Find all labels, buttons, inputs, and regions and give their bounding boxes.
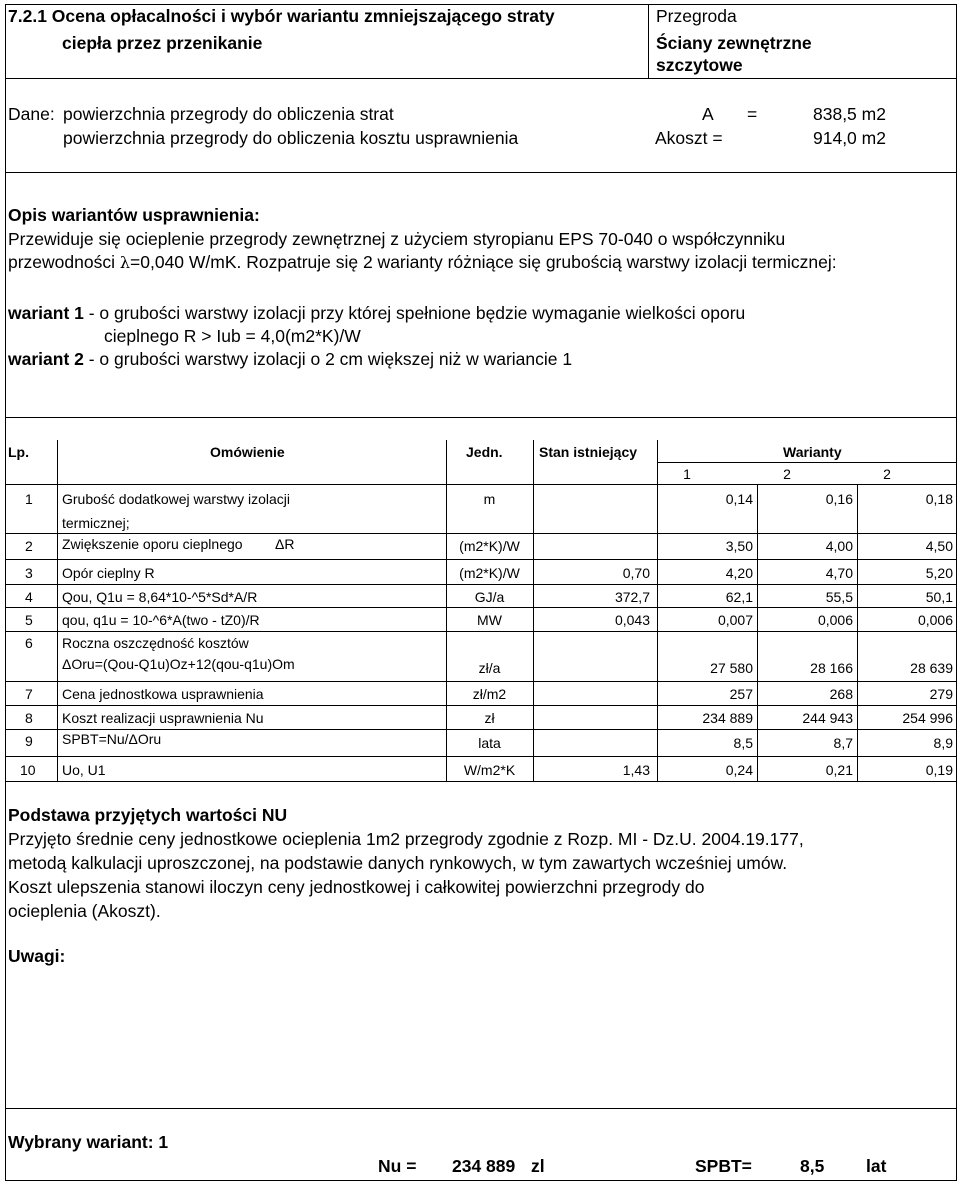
nu-label: Nu = [378,1156,417,1176]
variants-line2 [8,252,837,273]
row-unit: zł/a [478,660,501,676]
row-v2: 8,7 [833,735,853,751]
row-v3: 0,006 [917,612,953,628]
row-v3: 50,1 [925,589,953,605]
chosen-variant: Wybrany wariant: 1 [8,1132,169,1152]
row-v1: 4,20 [725,565,753,581]
row-desc: Opór cieplny R [62,565,155,581]
variant1-label: wariant 1 [8,303,84,323]
partition-value-line2: szczytowe [656,55,743,75]
variant2-label: wariant 2 [8,349,84,369]
row-v1: 27 580 [710,660,753,676]
row-lp: 4 [25,589,33,605]
row-v2: 268 [829,686,853,702]
row-rule [5,533,957,534]
row-rule [5,631,957,632]
row-v1: 3,50 [725,538,753,554]
row-v2: 244 943 [802,710,853,726]
row-desc-cont: ΔOru=(Qou-Q1u)Oz+12(qou-q1u)Om [62,656,295,672]
row-unit: lata [478,735,501,751]
row-unit: (m2*K)/W [459,565,520,581]
spbt-label: SPBT= [695,1156,752,1176]
row-existing: 1,43 [622,762,650,778]
spbt-unit: lat [866,1156,887,1176]
row-unit: W/m2*K [463,762,516,778]
th-desc: Omówienie [210,444,285,460]
table-bottom-rule [5,781,957,782]
basis-line2: metodą kalkulacji uproszczonej, na podstawie danych rynkowych, w tym zawartych wcześniej umów. [8,853,788,873]
variant-col-3: 2 [883,466,891,482]
row-v2: 55,5 [825,589,853,605]
row-desc: Grubość dodatkowej warstwy izolacji [62,491,290,507]
row-lp: 9 [25,733,33,749]
row-v2: 0,21 [825,762,853,778]
given-akoszt-value: 914,0 m2 [813,128,886,148]
row-lp: 2 [25,538,33,554]
row-lp: 7 [25,686,33,702]
row-v2: 28 166 [810,660,853,676]
row-unit: MW [477,612,502,628]
row-v3: 4,50 [925,538,953,554]
given-area-loss-label: powierzchnia przegrody do obliczenia strat [63,104,394,124]
row-desc-cont: termicznej; [62,515,130,531]
table-header-bottom-rule [5,484,957,485]
section-title-line1: 7.2.1 Ocena opłacalności i wybór wariantu zmniejszającego straty [8,6,555,26]
row-v2: 4,70 [825,565,853,581]
row-v2: 4,00 [825,538,853,554]
th-lp: Lp. [8,444,29,460]
row-unit: GJ/a [474,589,505,605]
variant1-text: - o grubości warstwy izolacji przy której spełnione będzie wymaganie wielkości oporu [83,303,746,323]
given-akoszt-symbol: Akoszt = [655,128,723,148]
row-desc: SPBT=Nu/ΔOru [62,731,162,747]
row-rule [5,607,957,608]
row-v1: 0,14 [725,491,753,507]
lambda-symbol: λ [119,253,131,272]
given-area-value: 838,5 m2 [813,104,886,124]
variants-heading: Opis wariantów usprawnienia: [8,205,260,225]
row-rule [5,756,957,757]
row-v1: 234 889 [702,710,753,726]
row-existing: 372,7 [614,589,650,605]
variant-col-1: 1 [683,466,691,482]
partition-label: Przegroda [656,6,737,26]
row-v2: 0,006 [817,612,853,628]
variants-line1: Przewiduje się ocieplenie przegrody zewnętrznej z użyciem styropianu EPS 70-040 o współczynniku [8,229,786,249]
given-bottom-rule [5,172,957,173]
row-v3: 254 996 [902,710,953,726]
basis-line1: Przyjęto średnie ceny jednostkowe ocieplenia 1m2 przegrody zgodnie z Rozp. MI - Dz.U. 2004.19.177, [8,829,804,849]
variant-col-2: 2 [783,466,791,482]
header-divider [648,4,649,79]
basis-heading: Podstawa przyjętych wartości NU [8,805,288,825]
given-area-eq: = [747,104,758,124]
row-rule [5,705,957,706]
table-top-rule [5,417,957,418]
row-v3: 279 [929,686,953,702]
row-v3: 8,9 [933,735,953,751]
row-v1: 8,5 [733,735,753,751]
spbt-value: 8,5 [800,1156,825,1176]
row-v1: 257 [729,686,753,702]
row-lp: 3 [25,565,33,581]
row-desc: qou, q1u = 10-^6*A(two - tZ0)/R [62,612,260,628]
summary-top-rule [5,1108,957,1109]
variant1-line1 [8,303,745,324]
row-existing: 0,043 [614,612,650,628]
th-unit: Jedn. [466,444,503,460]
th-existing: Stan istniejący [539,444,638,460]
row-rule [5,681,957,682]
delta-r-symbol: ΔR [275,536,295,552]
row-desc: Cena jednostkowa usprawnienia [62,686,264,702]
row-rule [5,584,957,585]
nu-value: 234 889 [452,1156,516,1176]
col-line-lp [57,440,58,782]
col-line-unit [533,440,534,782]
th-variants: Warianty [783,444,842,460]
header-bottom-rule [5,78,957,79]
row-v1: 0,24 [725,762,753,778]
row-v1: 62,1 [725,589,753,605]
th-variants-rule [657,462,957,463]
given-prefix: Dane: [8,104,55,124]
basis-line4: ocieplenia (Akoszt). [8,901,161,921]
row-v3: 0,18 [925,491,953,507]
row-v3: 5,20 [925,565,953,581]
variants-line2-end: =0,040 W/mK. Rozpatruje się 2 warianty różniące się grubością warstwy izolacji termicznej: [130,252,837,272]
row-lp: 10 [20,762,36,778]
row-desc: Koszt realizacji usprawnienia Nu [62,710,264,726]
row-desc: Qou, Q1u = 8,64*10-^5*Sd*A/R [62,589,258,605]
row-unit: (m2*K)/W [459,538,520,554]
row-lp: 6 [25,635,33,651]
row-unit: m [483,491,496,507]
row-v3: 28 639 [910,660,953,676]
variant2-text: - o grubości warstwy izolacji o 2 cm większej niż w wariancie 1 [83,349,573,369]
given-area-cost-label: powierzchnia przegrody do obliczenia kosztu usprawnienia [63,128,519,148]
variant2-line [8,349,572,370]
row-lp: 8 [25,710,33,726]
row-desc: Roczna oszczędność kosztów [62,635,249,651]
row-desc: Uo, U1 [62,762,106,778]
section-title-line2: ciepła przez przenikanie [62,33,263,53]
row-desc: Zwiększenie oporu cieplnego [62,536,243,552]
row-v3: 0,19 [925,762,953,778]
basis-line3: Koszt ulepszenia stanowi iloczyn ceny jednostkowej i całkowitej powierzchni przegrody do [8,877,705,897]
row-existing: 0,70 [622,565,650,581]
row-v1: 0,007 [717,612,753,628]
row-lp: 1 [25,491,33,507]
remarks-heading: Uwagi: [8,946,66,966]
row-lp: 5 [25,612,33,628]
variants-line2-start: przewodności [8,252,115,272]
variant1-line2: cieplnego R > Iub = 4,0(m2*K)/W [104,326,361,346]
row-unit: zł [484,710,495,726]
nu-unit: zl [531,1156,545,1176]
partition-value-line1: Ściany zewnętrzne [656,33,812,53]
given-area-symbol: A [702,104,714,124]
row-unit: zł/m2 [472,686,507,702]
row-v2: 0,16 [825,491,853,507]
row-rule [5,729,957,730]
row-rule [5,559,957,560]
